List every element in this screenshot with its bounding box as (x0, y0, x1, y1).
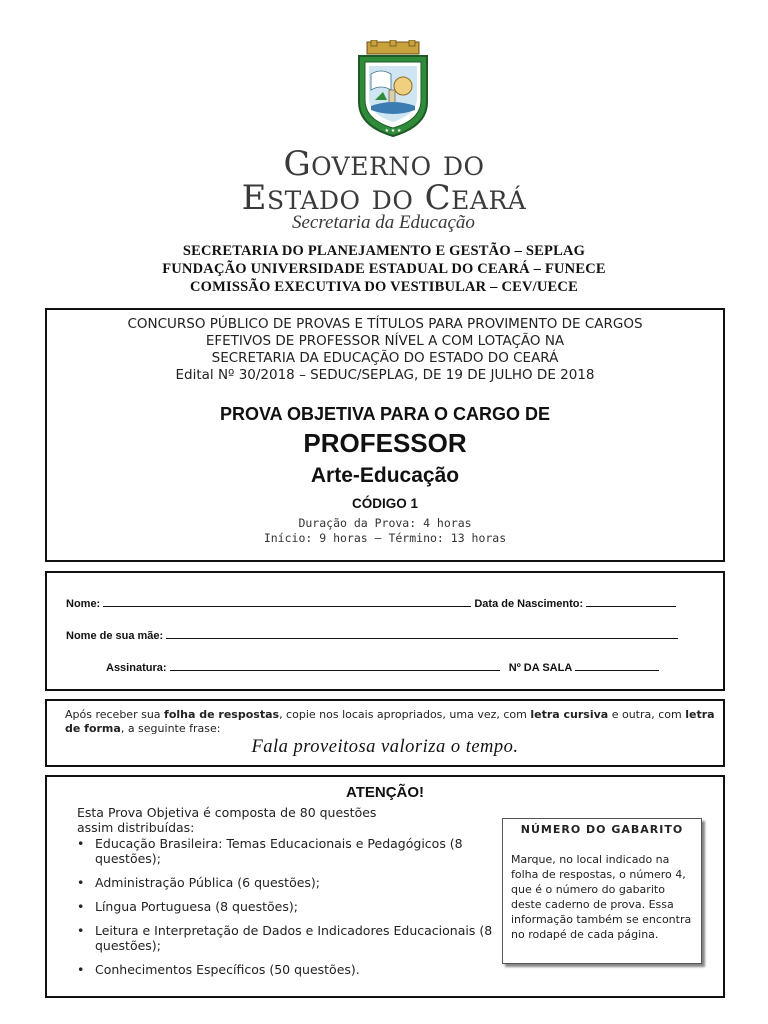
government-title-line1: GOVERNO DO (283, 144, 485, 184)
state-coat-of-arms (353, 40, 433, 138)
nome-row (66, 597, 676, 610)
prova-label: PROVA OBJETIVA PARA O CARGO DE (219, 404, 551, 424)
svg-text:★ ★ ★: ★ ★ ★ (384, 128, 402, 134)
government-title-line2: ESTADO DO CEARÁ (241, 178, 527, 218)
intro-line-1: Esta Prova Objetiva é composta de 80 questões (77, 805, 377, 820)
duracao-text: Duração da Prova: 4 horas (298, 516, 472, 530)
sala-label: Nº DA SALA (508, 662, 572, 674)
list-item: • Língua Portuguesa (8 questões); (77, 899, 497, 914)
codigo-label: CÓDIGO 1 (351, 496, 418, 511)
sala-field[interactable] (575, 661, 659, 671)
government-subtitle: Secretaria da Educação (292, 212, 475, 233)
mae-field[interactable] (166, 629, 678, 639)
attention-intro (77, 805, 437, 835)
institution-cev-uece: COMISSÃO EXECUTIVA DO VESTIBULAR – CEV/UECE (190, 279, 578, 295)
attention-title: ATENÇÃO! (345, 784, 425, 801)
horario-text: Início: 9 horas – Término: 13 horas (263, 531, 507, 545)
list-item: • Educação Brasileira: Temas Educacionais e Pedagógicos (8 questões); (77, 836, 497, 866)
cargo-title: PROFESSOR (303, 428, 467, 458)
concurso-line-3: SECRETARIA DA EDUCAÇÃO DO ESTADO DO CEARÁ (211, 350, 559, 366)
assinatura-row (106, 661, 659, 674)
mae-row (66, 629, 678, 642)
question-distribution-list (77, 836, 497, 986)
nome-label: Nome: (66, 598, 101, 610)
phrase-to-copy: Fala proveitosa valoriza o tempo. (251, 737, 519, 757)
list-item: • Conhecimentos Específicos (50 questões). (77, 962, 497, 977)
concurso-line-2: EFETIVOS DE PROFESSOR NÍVEL A COM LOTAÇÃO NA (205, 333, 565, 349)
concurso-line-1: CONCURSO PÚBLICO DE PROVAS E TÍTULOS PARA PROVIMENTO DE CARGOS (127, 316, 643, 332)
gabarito-title: NÚMERO DO GABARITO (520, 823, 684, 836)
institution-funece: FUNDAÇÃO UNIVERSIDADE ESTADUAL DO CEARÁ – FUNECE (162, 261, 606, 277)
nome-field[interactable] (103, 597, 471, 607)
institution-seplag: SECRETARIA DO PLANEJAMENTO E GESTÃO – SEPLAG (182, 243, 586, 259)
assinatura-field[interactable] (170, 661, 500, 671)
assinatura-label: Assinatura: (106, 662, 167, 674)
nascimento-label: Data de Nascimento: (474, 598, 584, 610)
instruction-text: Após receber sua folha de respostas, copie nos locais apropriados, uma vez, com letra cursiva e outra, com letra de forma, a seguinte frase: (65, 708, 715, 735)
edital-line: Edital Nº 30/2018 – SEDUC/SEPLAG, DE 19 DE JULHO DE 2018 (175, 367, 595, 383)
mae-label: Nome de sua mãe: (66, 630, 164, 642)
gabarito-text: Marque, no local indicado na folha de respostas, o número 4, que é o número do gabarito deste caderno de prova. Essa informação também se encontra no rodapé de cada página. (511, 853, 692, 941)
area-title: Arte-Educação (310, 464, 460, 487)
nascimento-field[interactable] (586, 597, 676, 607)
list-item: • Leitura e Interpretação de Dados e Indicadores Educacionais (8 questões); (77, 923, 497, 953)
list-item: • Administração Pública (6 questões); (77, 875, 497, 890)
intro-line-2: assim distribuídas: (77, 820, 195, 835)
